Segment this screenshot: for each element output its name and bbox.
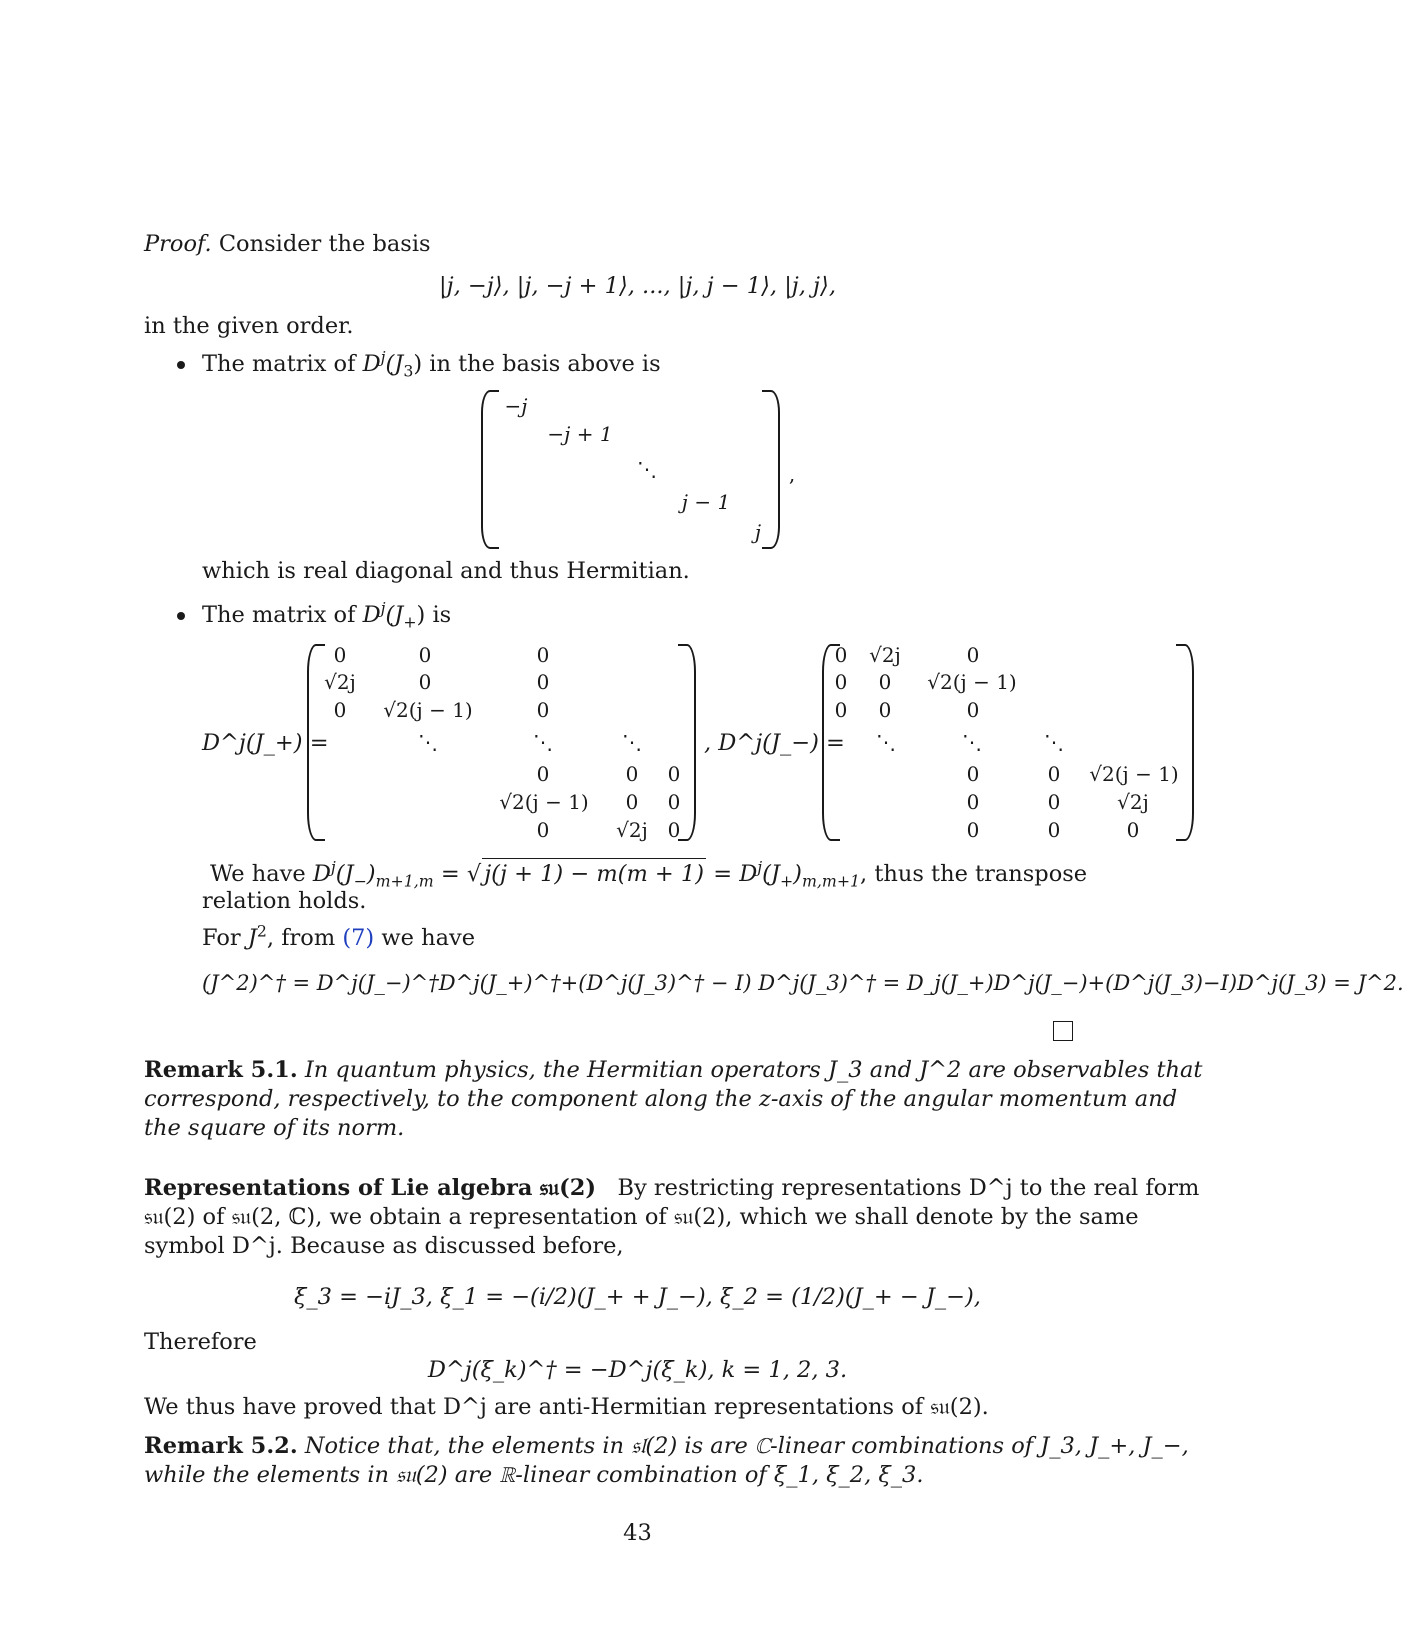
qed-box [1053, 1021, 1073, 1041]
section-line2: 𝔰𝔲(2) of 𝔰𝔲(2, ℂ), we obtain a representation of 𝔰𝔲(2), which we shall denote by the same [144, 1204, 1139, 1230]
jminus-cell: 0 [966, 643, 980, 667]
jminus-cell: ⋱ [962, 730, 982, 754]
section-line1-rest: By restricting representations D^j to the real form [617, 1175, 1200, 1201]
remark52-text1: Notice that, the elements in 𝔰𝔩(2) is are ℂ-linear combinations of J_3, J_+, J_−, [304, 1433, 1189, 1459]
for-post: we have [374, 925, 476, 951]
bullet1-conclusion: which is real diagonal and thus Hermitian. [202, 558, 690, 584]
bullet-dot-2 [177, 612, 185, 620]
jminus-cell: 0 [1047, 762, 1061, 786]
jplus-cell: 0 [625, 790, 639, 814]
jplus-cell: 0 [418, 643, 432, 667]
jminus-cell: 0 [966, 790, 980, 814]
jplus-cell: √2(j − 1) [383, 698, 473, 722]
xi-equation: ξ_3 = −iJ_3, ξ_1 = −(i/2)(J_+ + J_−), ξ_2 = (1/2)(J_+ − J_−), [294, 1284, 981, 1310]
jminus-cell: 0 [1126, 818, 1140, 842]
jplus-cell: 0 [667, 762, 681, 786]
transpose-line: We have $D^j(J_-)_{m+1,m}$ = √ $j(j + 1) - m(m + 1) = D^j(J_+)_{m,m+1}$, thus the transpose [210, 857, 1088, 891]
have-post: , thus the transpose [860, 861, 1088, 887]
jminus-cell: √2j [869, 643, 901, 667]
section-heading: Representations of Lie algebra [144, 1175, 533, 1201]
for-pre: For [202, 925, 248, 951]
section-line3: symbol D^j. Because as discussed before, [144, 1233, 624, 1259]
jminus-cell: 0 [1047, 790, 1061, 814]
jminus-cell: 0 [966, 698, 980, 722]
remark52-line1 [144, 1431, 1189, 1461]
bullet2-sup: j [380, 598, 386, 618]
remark51-line3: the square of its norm. [144, 1115, 405, 1141]
jplus-cell: 0 [418, 670, 432, 694]
bullet2-arg: (J [385, 602, 404, 628]
jminus-cell: 0 [834, 698, 848, 722]
jminus-cell: 0 [966, 762, 980, 786]
section-heading-symbol: 𝔰𝔲(2) [539, 1175, 597, 1201]
matrix-j3-cell: j − 1 [681, 490, 731, 514]
bullet1-op: D [362, 351, 381, 377]
matrix-jminus-right-paren [1176, 644, 1194, 841]
bullet2-pre: The matrix of [202, 602, 363, 628]
jminus-cell: 0 [878, 698, 892, 722]
lhs-jplus: D^j(J_+) = [202, 730, 329, 756]
jplus-cell: 0 [333, 643, 347, 667]
remark52-label: Remark 5.2. [144, 1433, 298, 1459]
jminus-cell: 0 [1047, 818, 1061, 842]
remark51-text1: In quantum physics, the Hermitian operators J_3 and J^2 are observables that [304, 1057, 1203, 1083]
bullet2-op: D [362, 602, 381, 628]
bullet1-pre: The matrix of [202, 351, 363, 377]
bullet1-sup: j [380, 347, 386, 367]
jminus-cell: √2j [1117, 790, 1149, 814]
jminus-cell: ⋱ [1044, 730, 1064, 754]
bullet-dot-1 [177, 361, 185, 369]
jplus-cell: 0 [536, 670, 550, 694]
remark51-label: Remark 5.1. [144, 1057, 298, 1083]
jplus-cell: 0 [625, 762, 639, 786]
remark51-line1 [144, 1055, 1202, 1085]
section-line1 [144, 1173, 1199, 1203]
bullet2-sub: + [403, 612, 417, 632]
equation-ref-link[interactable]: (7) [342, 925, 375, 951]
jplus-cell: 0 [536, 698, 550, 722]
jplus-cell: 0 [667, 790, 681, 814]
jplus-cell: ⋱ [418, 730, 438, 754]
basis-order-text: in the given order. [144, 313, 354, 339]
jplus-cell: √2j [616, 818, 648, 842]
jminus-cell: 0 [966, 818, 980, 842]
proof-intro [144, 229, 431, 259]
bullet1-arg: (J [385, 351, 404, 377]
bullet2-post: ) is [416, 602, 452, 628]
remark51-line2: correspond, respectively, to the component along the z-axis of the angular momentum and [144, 1086, 1178, 1112]
have-pre: We have [210, 861, 313, 887]
j2-hermitian-equation: (J^2)^† = D^j(J_−)^†D^j(J_+)^†+(D^j(J_3)^† − I) D^j(J_3)^† = D_j(J_+)D^j(J_−)+(D^j(J_3)−I)D^j(J_3) = J^2. [202, 971, 1404, 995]
bullet1-text [202, 349, 661, 379]
jplus-cell: √2j [324, 670, 356, 694]
jminus-cell: √2(j − 1) [1089, 762, 1179, 786]
jplus-cell: √2(j − 1) [499, 790, 589, 814]
bullet1-sub: 3 [403, 361, 414, 381]
relation-holds: relation holds. [202, 888, 367, 914]
jminus-cell: √2(j − 1) [927, 670, 1017, 694]
matrix-j3-cell: j [754, 520, 762, 544]
for-mid: , from [266, 925, 343, 951]
proof-intro-text: Consider the basis [218, 231, 431, 257]
jplus-cell: 0 [667, 818, 681, 842]
bullet1-post: ) in the basis above is [413, 351, 661, 377]
jplus-cell: 0 [536, 818, 550, 842]
jplus-cell: ⋱ [533, 730, 553, 754]
remark52-line2: while the elements in 𝔰𝔲(2) are ℝ-linear combination of ξ_1, ξ_2, ξ_3. [144, 1462, 924, 1488]
therefore-text: Therefore [144, 1329, 257, 1355]
section-conclusion: We thus have proved that D^j are anti-Hermitian representations of 𝔰𝔲(2). [144, 1394, 989, 1420]
basis-formula: |j, −j⟩, |j, −j + 1⟩, ..., |j, j − 1⟩, |j, j⟩, [439, 273, 836, 299]
page-number: 43 [623, 1520, 652, 1546]
matrix-j3-cell: ⋱ [637, 457, 657, 481]
jminus-cell: 0 [878, 670, 892, 694]
bullet2-text [202, 600, 451, 630]
jplus-cell: 0 [536, 643, 550, 667]
for-j2-line: For $J^2$, from (7) we have [202, 921, 476, 951]
jplus-cell: 0 [333, 698, 347, 722]
jplus-cell: ⋱ [622, 730, 642, 754]
matrix-j3-cell: −j + 1 [547, 422, 613, 446]
jplus-cell: 0 [536, 762, 550, 786]
anti-hermitian-equation: D^j(ξ_k)^† = −D^j(ξ_k), k = 1, 2, 3. [427, 1357, 848, 1383]
proof-label: Proof. [144, 231, 212, 257]
jminus-cell: 0 [834, 670, 848, 694]
matrix-j3-cell: −j [504, 394, 528, 418]
lhs-jminus: , D^j(J_−) = [704, 730, 845, 756]
matrix-j3-comma: , [788, 462, 796, 486]
jminus-cell: 0 [834, 643, 848, 667]
jminus-cell: ⋱ [876, 730, 896, 754]
